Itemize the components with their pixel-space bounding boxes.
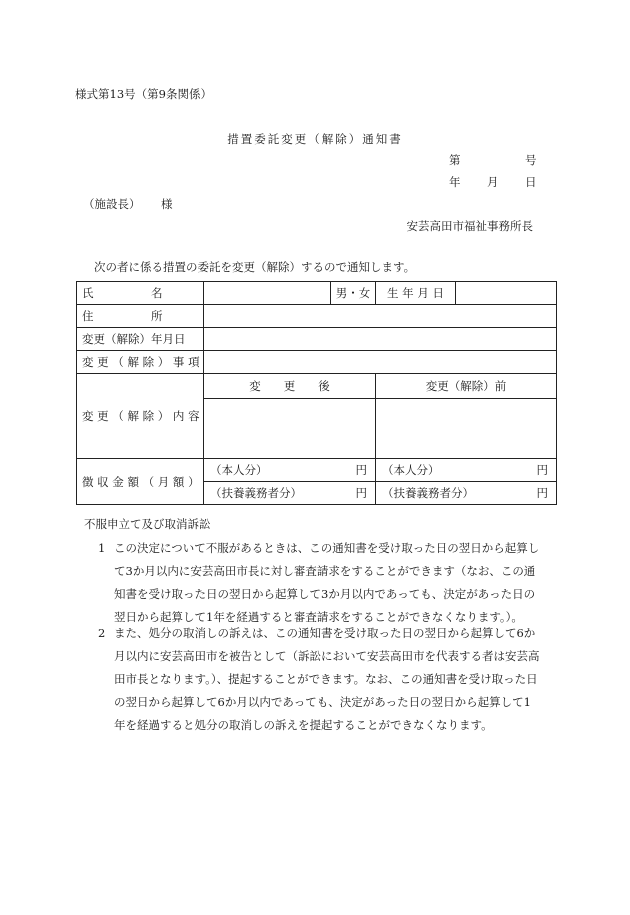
name-label: 氏 名 [77,282,204,305]
appeal-item-text: また、処分の取消しの訴えは、この通知書を受け取った日の翌日から起算して6か月以内に安芸高田市を被告として（訴訟において安芸高田市を代表する者は安芸高田市長となります。）、提起することができます。なお、この通知書を受け取った日の翌日から起算して6か月以内であっても、決定があった日の翌日から起算して1年を経過すると処分の取消しの訴えを提起することができなくなります。 [114,626,540,732]
name-field[interactable] [204,282,331,305]
after-content-field[interactable] [204,399,376,459]
yen-unit: 円 [355,486,367,500]
appeal-item-number: 2 [98,626,106,640]
change-item-label: 変 更 （ 解 除 ） 事 項 [77,351,204,374]
recipient-title: （施設長） [83,197,141,211]
doc-no-prefix: 第 [449,153,461,167]
appeal-item-1 [98,537,540,629]
after-header: 変 更 後 [204,374,376,399]
self-share-label: （本人分） [382,463,440,477]
yen-unit: 円 [536,486,548,500]
doc-no-suffix: 号 [525,153,537,167]
change-date-field[interactable] [204,328,557,351]
sender: 安芸高田市福祉事務所長 [406,219,533,233]
fee-label: 徴 収 金 額 （ 月 額 ） [77,459,204,505]
address-field[interactable] [204,305,557,328]
change-item-field[interactable] [204,351,557,374]
yen-unit: 円 [536,463,548,477]
supporter-share-label: （扶養義務者分） [382,486,474,500]
before-content-field[interactable] [376,399,557,459]
recipient-honorific: 様 [161,197,173,211]
supporter-share-label: （扶養義務者分） [210,486,302,500]
after-supporter-share[interactable] [204,482,376,505]
before-self-share[interactable] [376,459,557,482]
address-label: 住 所 [77,305,204,328]
appeal-item-number: 1 [98,541,106,555]
birthdate-field[interactable] [456,282,557,305]
appeal-title: 不服申立て及び取消訴訟 [84,517,211,531]
appeal-item-2 [98,622,540,737]
recipient [83,196,173,212]
change-date-label: 変更（解除）年月日 [77,328,204,351]
birthdate-label: 生 年 月 日 [376,282,456,305]
intro-text: 次の者に係る措置の委託を変更（解除）するので通知します。 [94,260,416,274]
form-number: 様式第13号（第9条関係） [75,87,212,101]
change-content-label: 変 更 （ 解 除 ） 内 容 [77,374,204,459]
after-self-share[interactable] [204,459,376,482]
before-supporter-share[interactable] [376,482,557,505]
appeal-item-text: この決定について不服があるときは、この通知書を受け取った日の翌日から起算して3か月以内に安芸高田市長に対し審査請求をすることができます（なお、この通知書を受け取った日の翌日から起算して3か月以内であっても、決定があった日の翌日から起算して1年を経過すると審査請求をすることができなくなります。）。 [114,541,540,624]
document-title: 措置委託変更（解除）通知書 [227,132,403,146]
before-header: 変更（解除）前 [376,374,557,399]
self-share-label: （本人分） [210,463,268,477]
yen-unit: 円 [355,463,367,477]
notice-table-main [76,281,557,505]
date-day: 日 [525,175,537,189]
sex-selector[interactable]: 男・女 [331,282,376,305]
date-month: 月 [487,175,499,189]
date-year: 年 [449,175,461,189]
